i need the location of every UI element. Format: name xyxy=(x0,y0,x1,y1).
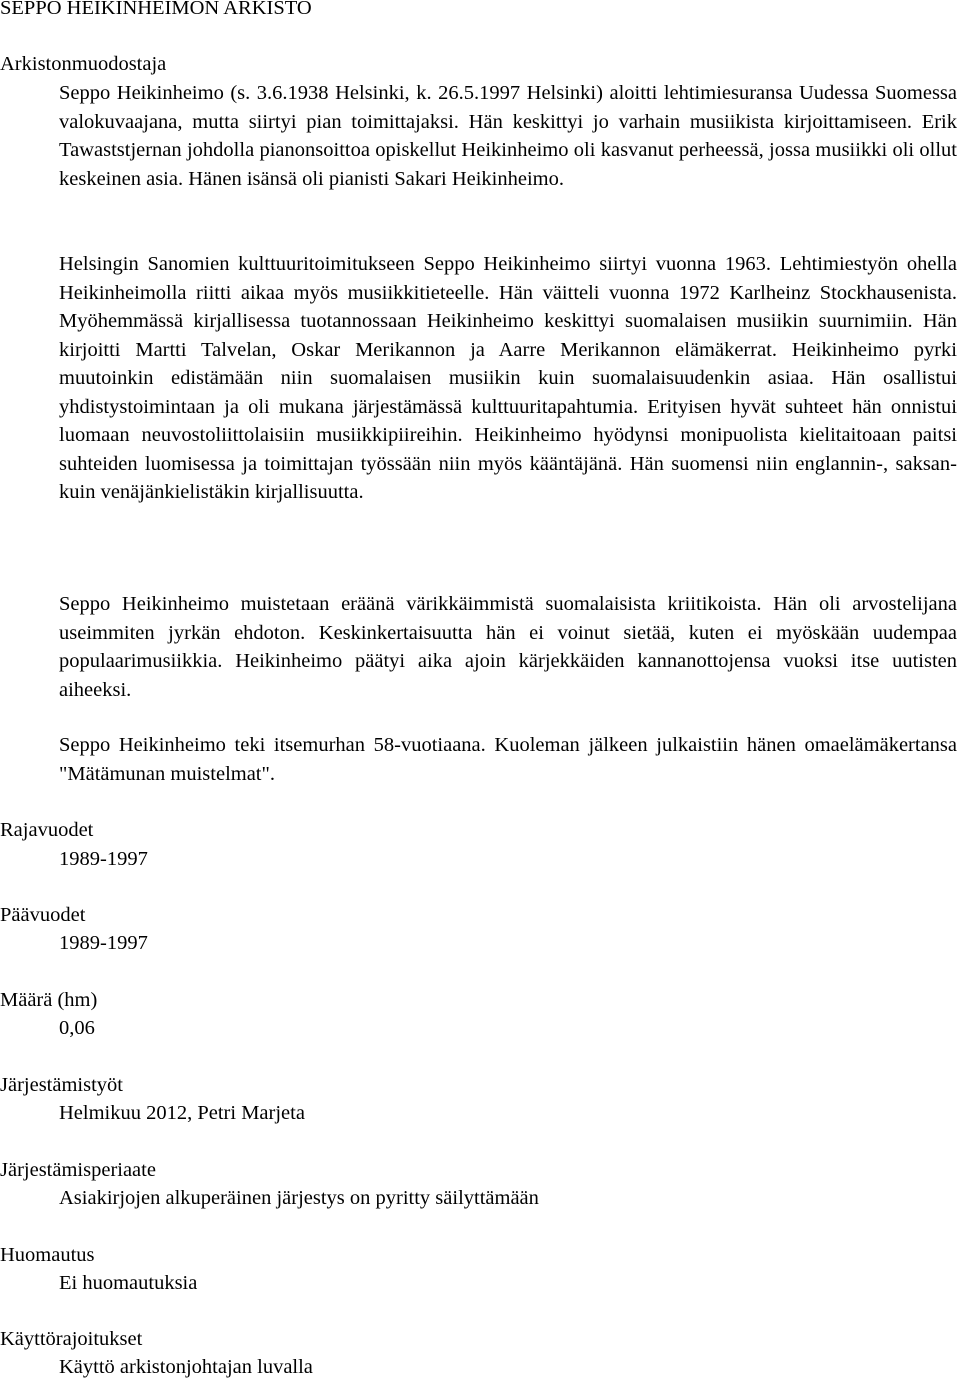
field-label-jarjestamistyot: Järjestämistyöt xyxy=(0,1074,123,1096)
field-label-huomautus: Huomautus xyxy=(0,1244,95,1266)
field-label-rajavuodet: Rajavuodet xyxy=(0,819,94,841)
creator-paragraph-2: Helsingin Sanomien kulttuuritoimitukseen Seppo Heikinheimo siirtyi vuonna 1963. Lehtimiestyön ohella Heikinheimolla riitti aikaa myös musiikkitieteelle. Hän väitteli vuonna 1972 Karlheinz Stockhausenista. Myöhemmässä kirjallisessa tuotannossaan Heikinheimo keskittyi suomalaisen musiikin suurnimiin. Hän kirjoitti Martti Talvelan, Oskar Merikannon ja Aarre Merikannon elämäkerrat. Heikinheimo pyrki muutoinkin edistämään niin suomalaisen musiikin kuin suomalaisuudenkin asiaa. Hän osallistui yhdistystoimintaan ja oli mukana järjestämässä kulttuuritapahtumia. Erityisen hyvät suhteet hän onnistui luomaan neuvostoliittolaisiin musiikkipiireihin. Heikinheimo hyödynsi monipuolista kielitaitoaan paitsi suhteiden luomisessa ja toimittajan työssään niin myös kääntäjänä. Hän suomensi niin englannin-, saksan- kuin venäjänkielistäkin kirjallisuutta. xyxy=(59,253,957,503)
field-label-paavuodet: Päävuodet xyxy=(0,904,86,926)
creator-paragraph-4: Seppo Heikinheimo teki itsemurhan 58-vuotiaana. Kuoleman jälkeen julkaistiin hänen omaelämäkertansa "Mätämunan muistelmat". xyxy=(59,734,957,785)
field-value-jarjestamisperiaate: Asiakirjojen alkuperäinen järjestys on pyritty säilyttämään xyxy=(59,1187,539,1209)
field-value-rajavuodet: 1989-1997 xyxy=(59,848,148,870)
field-label-jarjestamisperiaate: Järjestämisperiaate xyxy=(0,1159,156,1181)
archive-title: SEPPO HEIKINHEIMON ARKISTO xyxy=(0,0,312,19)
field-value-maara: 0,06 xyxy=(59,1017,95,1039)
creator-paragraph-3: Seppo Heikinheimo muistetaan eräänä värikkäimmistä suomalaisista kriitikoista. Hän oli arvostelijana useimmiten jyrkän ehdoton. Keskinkertaisuutta hän ei voinut sietää, kuten ei myöskään uudempaa populaarimusiikkia. Heikinheimo päätyi aika ajoin kärjekkäiden kannanottojensa vuoksi itse uutisten aiheeksi. xyxy=(59,593,957,701)
field-value-paavuodet: 1989-1997 xyxy=(59,932,148,954)
field-label-kayttorajoitukset: Käyttörajoitukset xyxy=(0,1328,143,1350)
field-value-huomautus: Ei huomautuksia xyxy=(59,1272,198,1294)
field-value-jarjestamistyot: Helmikuu 2012, Petri Marjeta xyxy=(59,1102,305,1124)
field-label-maara: Määrä (hm) xyxy=(0,989,98,1011)
creator-label: Arkistonmuodostaja xyxy=(0,53,167,75)
creator-paragraph-1: Seppo Heikinheimo (s. 3.6.1938 Helsinki, k. 26.5.1997 Helsinki) aloitti lehtimiesuransa Uudessa Suomessa valokuvaajana, mutta siirtyi pian toimittajaksi. Hän keskittyi jo varhain musiikista kirjoittamiseen. Erik Tawaststjernan johdolla pianonsoittoa opiskellut Heikinheimo oli kasvanut perheessä, jossa musiikki oli ollut keskeinen asia. Hänen isänsä oli pianisti Sakari Heikinheimo. xyxy=(59,82,957,190)
field-value-kayttorajoitukset: Käyttö arkistonjohtajan luvalla xyxy=(59,1356,313,1378)
